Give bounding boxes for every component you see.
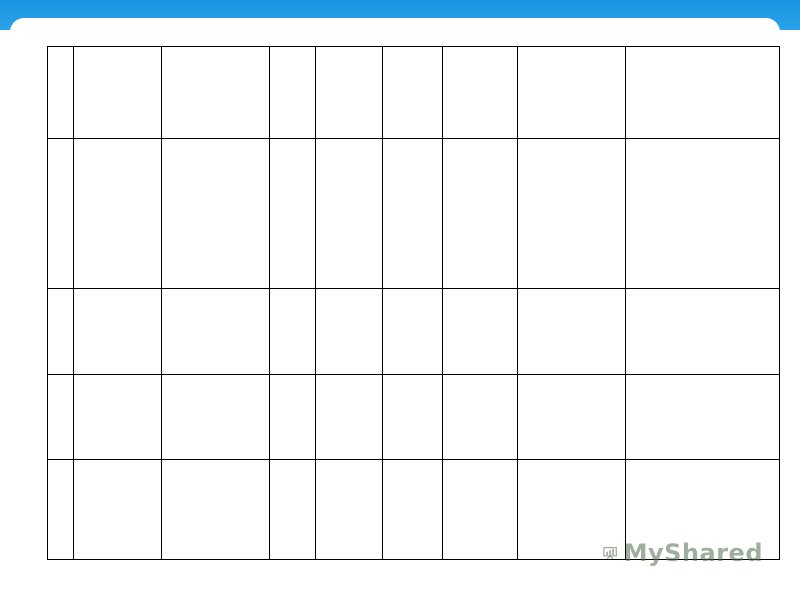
cell-section: Релігієзна вство та історія релігії — [383, 289, 443, 374]
cell-score: 94 — [443, 374, 518, 459]
cell-score: 94 — [443, 289, 518, 374]
header-name: ПІБ учня — [74, 47, 162, 139]
presentation-board-icon — [603, 538, 620, 568]
cell-num: 4 — [48, 459, 74, 559]
cell-department: Філологія та мистецтвоз навство — [316, 374, 383, 459]
header-row — [48, 47, 780, 139]
cell-name: Ковтун Наталія Володимирівна — [74, 139, 162, 289]
cell-supervisor: Байбак Лариса Миколаївна, І категорія, старший учитель — [518, 374, 626, 459]
cell-section: Експерим ентальна фізика — [383, 459, 443, 559]
cell-num: 2 — [48, 289, 74, 374]
cell-school: Печенізький центр дитячої та юнацької творчості — [162, 139, 270, 289]
cell-school: Печенізький ліцей ім. Г. Семирадського — [162, 289, 270, 374]
cell-supervisor: Павленко Григорій Миколайович, ІІ категорія — [518, 139, 626, 289]
prize-winners-table — [47, 46, 780, 560]
cell-grade: 10 — [270, 374, 316, 459]
watermark-text: MyShared — [623, 539, 763, 567]
watermark — [603, 536, 763, 570]
header-school: Назва навчального закладу — [162, 47, 270, 139]
cell-num: 1 — [48, 139, 74, 289]
cell-work: «Рідкий місток», що виникає між електродами, поміщеними в діелектричне середовище — [626, 459, 780, 559]
cell-supervisor: Сафронова ЛюдмилаВолоди мирівна ІІ категорія — [518, 289, 626, 374]
table-row — [48, 289, 780, 374]
header-supervisor: ПІБ Керівника що підготував призера, категорія, звання — [518, 47, 626, 139]
cell-score: 93 — [443, 459, 518, 559]
cell-grade: 10 — [270, 459, 316, 559]
header-work: Назва роботи — [626, 47, 780, 139]
cell-school: Печенізький ліцей ім. Г. Семирадського — [162, 374, 270, 459]
cell-grade: 11 — [270, 139, 316, 289]
cell-grade: 9 — [270, 289, 316, 374]
header-department: Відділення — [316, 47, 383, 139]
cell-name: Строкан Любов Ігорівна — [74, 374, 162, 459]
header-grade: Клас — [270, 47, 316, 139]
cell-score: 91 — [443, 139, 518, 289]
cell-work: Відмова від колективних форм сільського господарства, як одна з передумов демографічного спаду населення на селі, на основі матеріалу Печенізького району — [626, 139, 780, 289]
cell-num: 3 — [48, 374, 74, 459]
cell-department: Фізика та астрономія — [316, 459, 383, 559]
cell-section: Фольклор истика — [383, 374, 443, 459]
header-section: Назва секції — [383, 47, 443, 139]
header-score: Кількість набраних балів — [443, 47, 518, 139]
cell-section: Історія України — [383, 139, 443, 289]
cell-work: Особливості різдвяної обрядовості на Слобожанщині, зокрема в смт Печеніги — [626, 374, 780, 459]
cell-name: Лапко Світлана Юріївна — [74, 459, 162, 559]
cell-department: історія — [316, 139, 383, 289]
cell-school: Печенізький ліцей ім. Г. Семирадського — [162, 459, 270, 559]
cell-supervisor: Демюра Інна Анатоліївна, І категорія — [518, 459, 626, 559]
cell-name: Семенчук Кристина Миколаївна — [74, 289, 162, 374]
header-num: № з/п — [48, 47, 74, 139]
cell-department: Філософія та суспільство знавство — [316, 289, 383, 374]
table-row — [48, 139, 780, 289]
table-row — [48, 374, 780, 459]
cell-work: Істрія розвитку релігії. Свідки. Єгови — [626, 289, 780, 374]
